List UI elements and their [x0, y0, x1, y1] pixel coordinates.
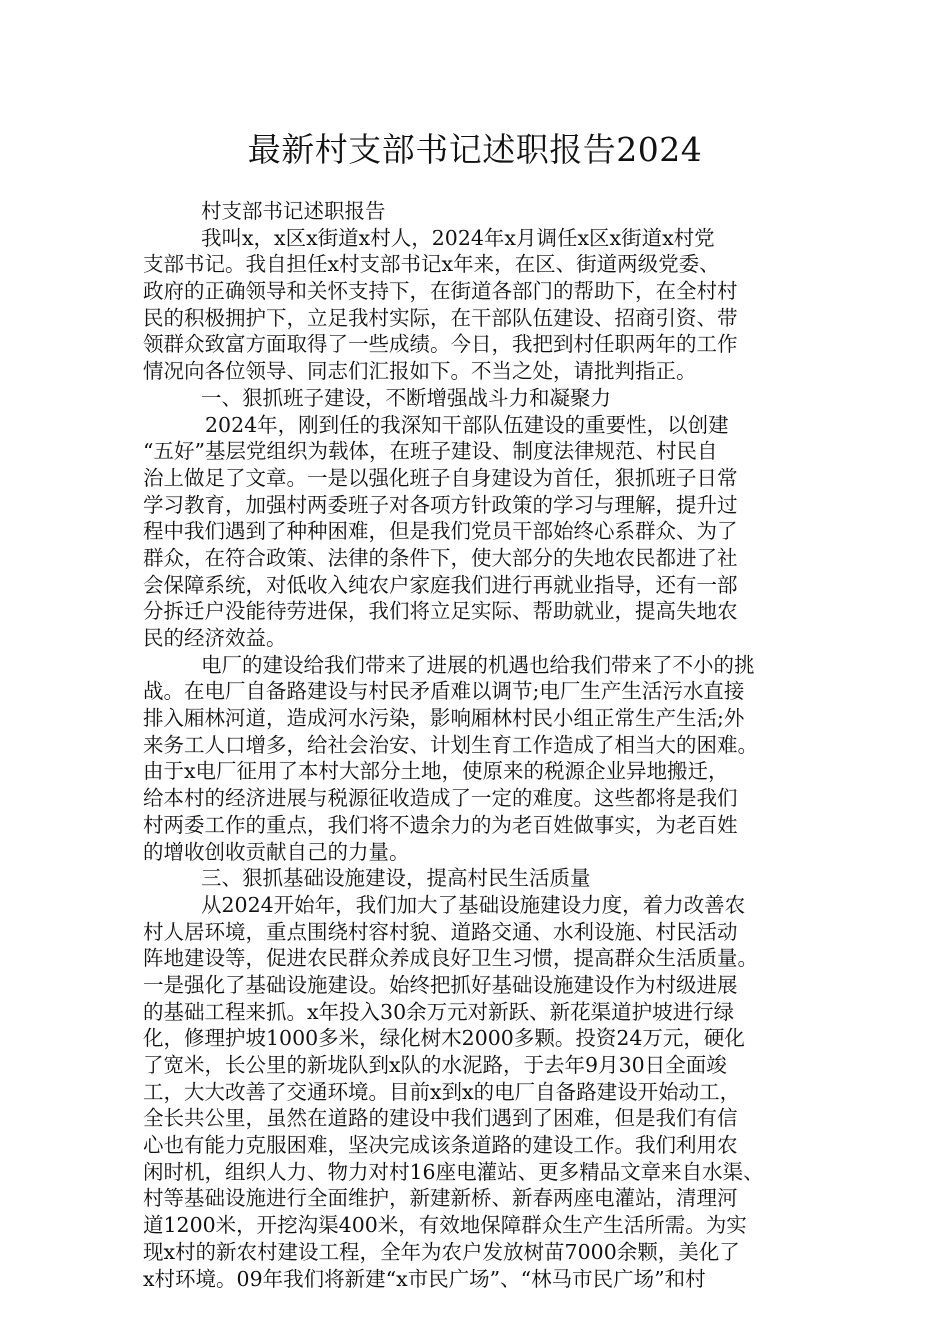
text-line: 电厂的建设给我们带来了进展的机遇也给我们带来了不小的挑 [201, 652, 755, 677]
text-line: 现x村的新农村建设工程，全年为农户发放树苗7000余颗，美化了 [143, 1239, 740, 1264]
text-line: 化，修理护坡1000多米，绿化树木2000多颗。投资24万元，硬化 [143, 1026, 745, 1051]
text-line: 情况向各位领导、同志们汇报如下。不当之处，请批判指正。 [143, 359, 697, 384]
text-line: 民的经济效益。 [143, 626, 287, 650]
document-body [143, 198, 809, 1292]
text-line: 给本村的经济进展与税源征收造成了一定的难度。这些都将是我们 [143, 786, 738, 811]
text-line: 来务工人口增多，给社会治安、计划生育工作造成了相当大的困难。 [143, 732, 758, 757]
text-line: “五好”基层党组织为载体，在班子建设、制度法律规范、村民自 [143, 439, 718, 464]
text-line: 我叫x，x区x街道x村人，2024年x月调任x区x街道x村党 [201, 225, 715, 250]
text-line: 由于x电厂征用了本村大部分土地，使原来的税源企业异地搬迁， [143, 759, 729, 784]
text-line: 程中我们遇到了种种困难，但是我们党员干部始终心系群众、为了 [143, 519, 738, 544]
text-line: 心也有能力克服困难，坚决完成该条道路的建设工作。我们利用农 [143, 1133, 738, 1158]
text-line: 领群众致富方面取得了一些成绩。今日，我把到村任职两年的工作 [143, 332, 738, 357]
text-line: x村环境。09年我们将新建“x市民广场”、“林马市民广场”和村 [143, 1266, 706, 1291]
text-line: 支部书记。我自担任x村支部书记x年来，在区、街道两级党委、 [143, 252, 720, 277]
text-line: 的基础工程来抓。x年投入30余万元对新跃、新花渠道护坡进行绿 [143, 999, 735, 1024]
text-line: 学习教育，加强村两委班子对各项方针政策的学习与理解，提升过 [143, 492, 738, 517]
text-line: 治上做足了文章。一是以强化班子自身建设为首任，狠抓班子日常 [143, 465, 738, 490]
text-line: 闲时机，组织人力、物力对村16座电灌站、更多精品文章来自水渠、 [143, 1159, 764, 1184]
text-line: 会保障系统，对低收入纯农户家庭我们进行再就业指导，还有一部 [143, 572, 738, 597]
text-line: 民的积极拥护下，立足我村实际，在干部队伍建设、招商引资、带 [143, 305, 738, 330]
text-line: 一是强化了基础设施建设。始终把抓好基础设施建设作为村级进展 [143, 972, 738, 997]
text-line: 政府的正确领导和关怀支持下，在街道各部门的帮助下，在全村村 [143, 279, 738, 304]
text-line: 村等基础设施进行全面维护，新建新桥、新春两座电灌站，清理河 [143, 1186, 738, 1211]
text-line: 阵地建设等，促进农民群众养成良好卫生习惯，提高群众生活质量。 [143, 946, 758, 971]
text-line: 群众，在符合政策、法律的条件下，使大部分的失地农民都进了社 [143, 545, 738, 570]
text-line: 全长共公里，虽然在道路的建设中我们遇到了困难，但是我们有信 [143, 1106, 738, 1131]
document-title: 最新村支部书记述职报告2024 [247, 130, 703, 169]
text-line: 村人居环境，重点围绕村容村貌、道路交通、水利设施、村民活动 [143, 919, 738, 944]
text-line: 村支部书记述职报告 [201, 199, 386, 223]
section-heading: 一、狠抓班子建设，不断增强战斗力和凝聚力 [201, 385, 611, 410]
text-line: 了宽米，长公里的新垅队到x队的水泥路，于去年9月30日全面竣 [143, 1053, 727, 1077]
text-line: 2024年，刚到任的我深知干部队伍建设的重要性，以创建 [205, 412, 729, 437]
text-line: 工，大大改善了交通环境。目前x到x的电厂自备路建设开始动工， [143, 1079, 741, 1104]
text-line: 从2024开始年，我们加大了基础设施建设力度，着力改善农 [201, 892, 746, 917]
section-heading: 三、狠抓基础设施建设，提高村民生活质量 [201, 866, 591, 891]
text-line: 村两委工作的重点，我们将不遗余力的为老百姓做事实，为老百姓 [143, 812, 738, 837]
text-line: 道1200米，开挖沟渠400米，有效地保障群众生产生活所需。为实 [143, 1213, 747, 1238]
text-line: 战。在电厂自备路建设与村民矛盾难以调节;电厂生产生活污水直接 [143, 679, 745, 704]
text-line: 分拆迁户没能待劳进保，我们将立足实际、帮助就业，提高失地农 [143, 599, 738, 624]
text-line: 排入厢林河道，造成河水污染，影响厢林村民小组正常生产生活;外 [143, 706, 745, 731]
text-line: 的增收创收贡献自己的力量。 [143, 839, 410, 864]
